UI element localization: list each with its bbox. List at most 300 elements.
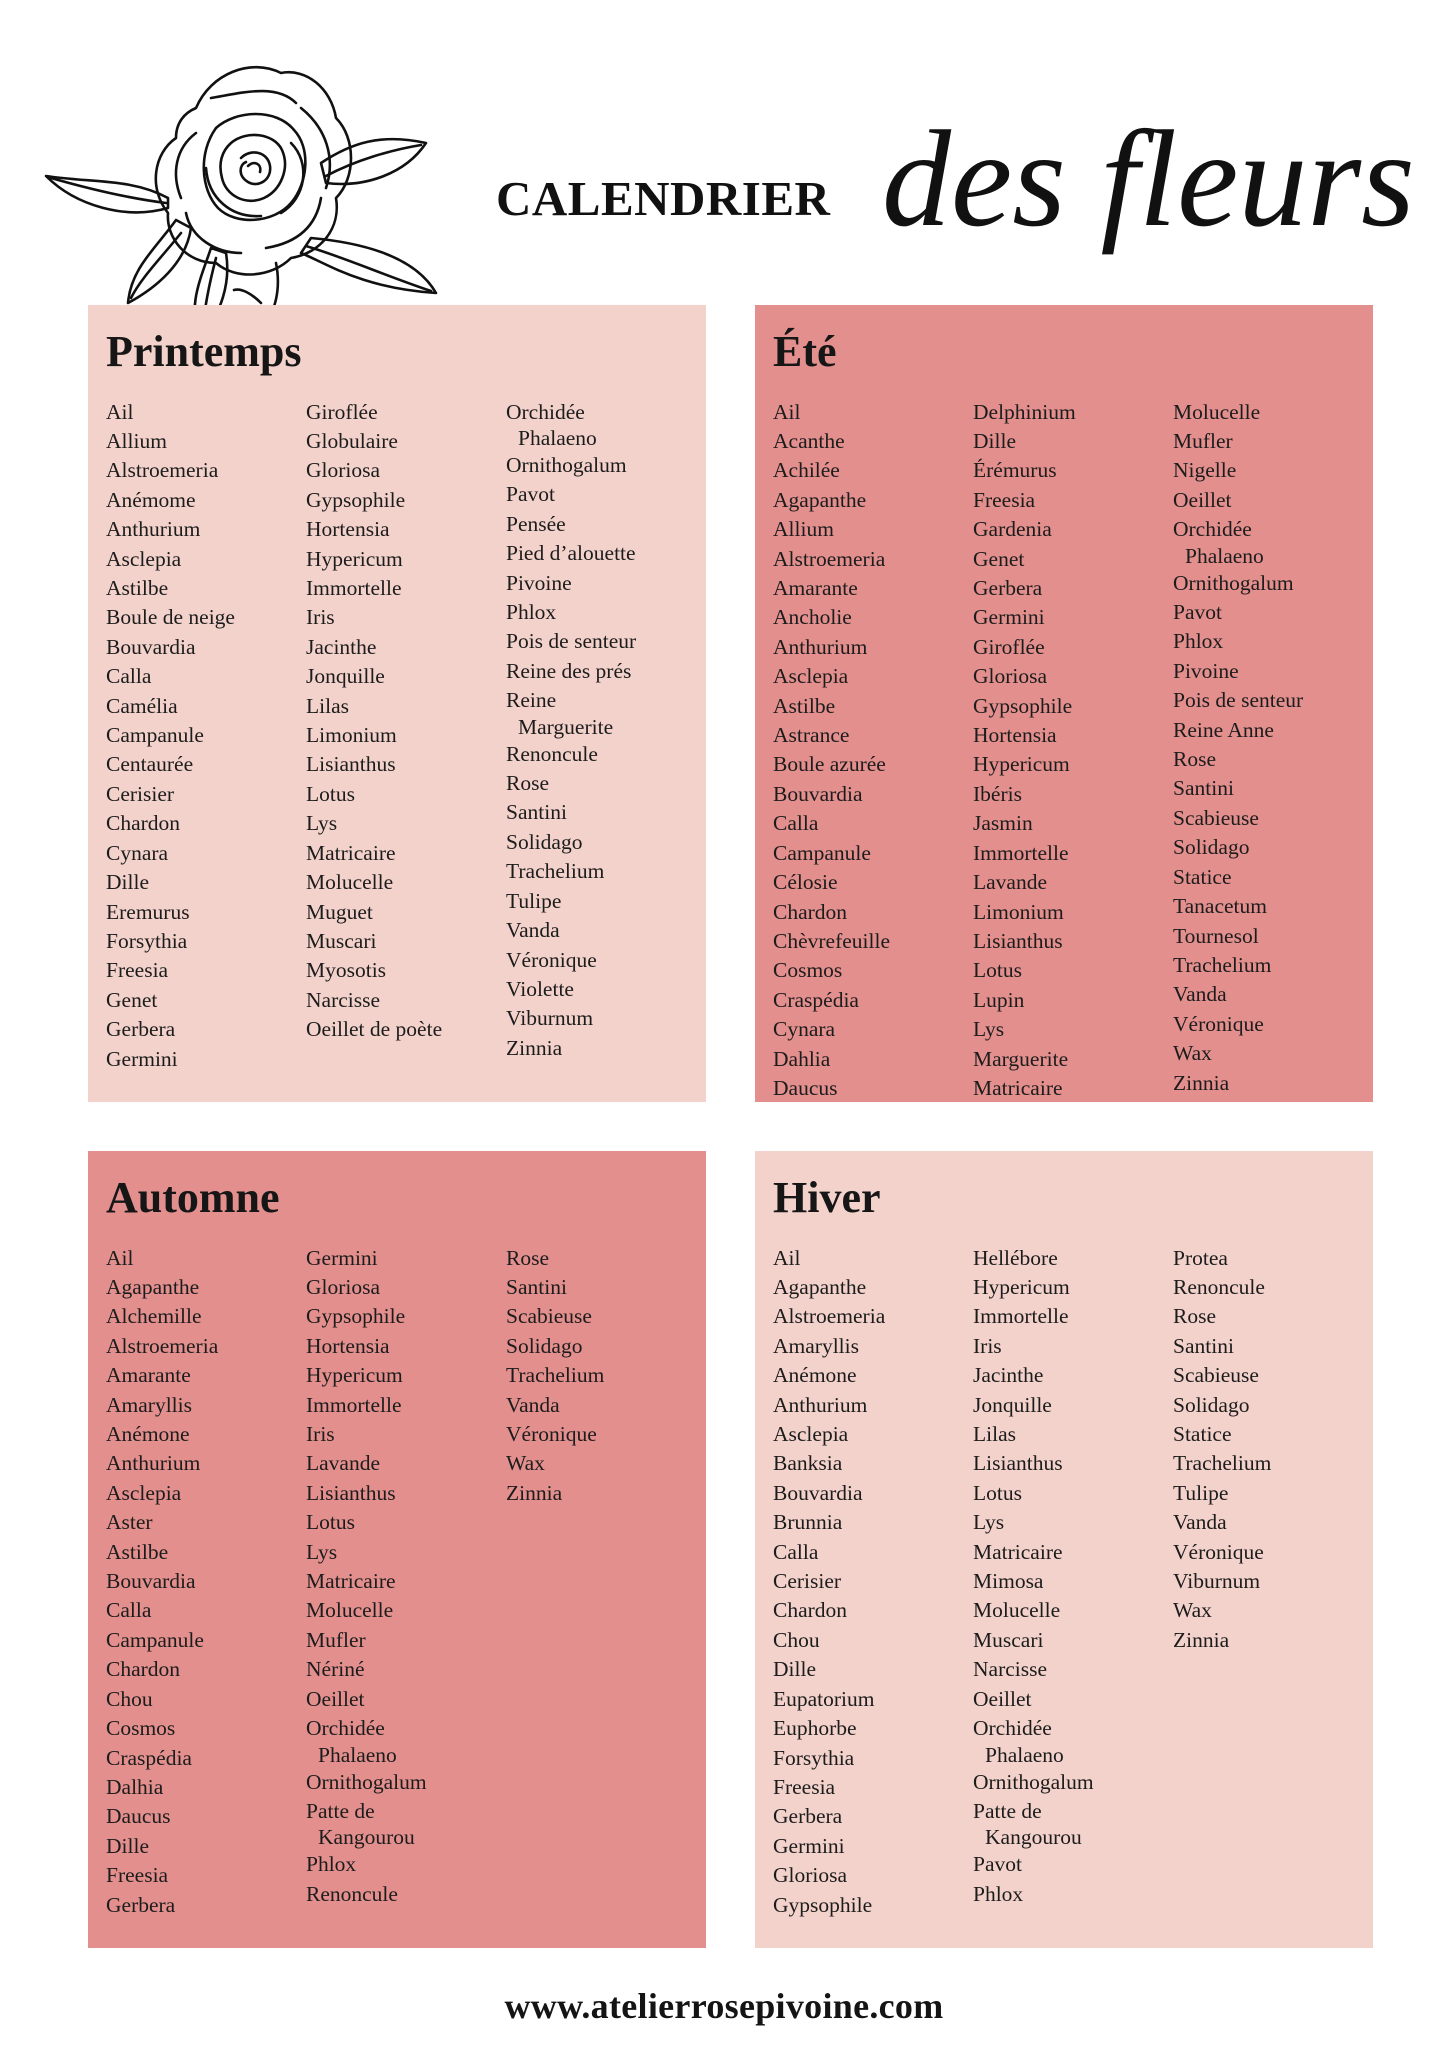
flower-name: Rose [1173,1304,1216,1329]
flower-name: Alstroemeria [773,546,886,571]
flower-item [773,1273,973,1302]
flower-item [1173,863,1373,892]
flower-item [306,780,506,809]
flower-name: Freesia [973,487,1036,512]
flower-item [1173,980,1373,1009]
flower-item [973,1797,1173,1850]
flower-name: Rose [506,771,549,796]
flower-item [773,1567,973,1596]
flower-column [773,1244,973,1920]
flower-item [506,686,706,739]
flower-name: Matricaire [306,1569,396,1594]
flower-name: Astilbe [773,693,836,718]
flower-name: Mufler [1173,429,1233,453]
flower-name: Lavande [306,1451,381,1476]
flower-item [773,1391,973,1420]
flower-item [1173,1244,1373,1273]
flower-name: Vanda [506,918,560,943]
flower-name: Pois de senteur [506,629,637,654]
flower-item [973,662,1173,691]
flower-item [106,1538,306,1567]
flower-name: Mimosa [973,1569,1044,1594]
flower-item [773,486,973,515]
flower-item [1173,1626,1373,1655]
flower-item [1173,627,1373,656]
flower-item [306,1797,506,1850]
flower-item [973,839,1173,868]
flower-name: Célosie [773,870,838,895]
flower-name: Muscari [973,1627,1044,1652]
flower-item [1173,774,1373,803]
flower-name: Oeillet [973,1686,1032,1711]
flower-item [973,1420,1173,1449]
flower-item [506,1391,706,1420]
flower-name: Statice [1173,864,1232,889]
flower-name: Anthurium [773,634,868,659]
flower-item [973,927,1173,956]
flower-name: Lisianthus [306,1480,396,1505]
flower-item [506,916,706,945]
flower-item [106,956,306,985]
flower-name-continued: Kangourou [985,1825,1082,1850]
flower-item [106,1685,306,1714]
flower-name: Ancholie [773,605,852,630]
flower-item [773,1861,973,1890]
flower-item [306,692,506,721]
flower-name: Phlox [306,1852,357,1877]
flower-item [106,1861,306,1890]
flower-name: Phlox [506,600,557,625]
flower-name: Zinnia [506,1035,563,1060]
flower-name: Vanda [1173,1510,1227,1535]
flower-item [973,692,1173,721]
flower-item [306,1880,506,1909]
flower-name: Hypericum [306,1363,403,1388]
flower-name: Rose [506,1245,549,1270]
flower-item [306,456,506,485]
flower-name: Érémurus [973,458,1057,483]
flower-item [306,927,506,956]
flower-item [306,545,506,574]
flower-name: Dille [106,1833,149,1858]
flower-item [506,887,706,916]
flower-name: Oeillet [306,1686,365,1711]
flower-item [973,398,1173,427]
flower-item [1173,951,1373,980]
flower-item [306,486,506,515]
flower-name: Camélia [106,693,178,718]
flower-name: Solidago [506,829,583,854]
flower-item [1173,1302,1373,1331]
flower-name: Rose [1173,747,1216,772]
flower-item [1173,1449,1373,1478]
flower-name: Lys [973,1017,1005,1042]
flower-item [506,1420,706,1449]
flower-item [1173,515,1373,568]
flower-name: Zinnia [506,1480,563,1505]
flower-name: Asclepia [106,546,182,571]
flower-item [1173,745,1373,774]
flower-name: Bouvardia [773,1480,863,1505]
flower-name: Lilas [973,1422,1016,1447]
flower-item [306,1768,506,1797]
flower-name: Craspédia [106,1745,192,1770]
flower-name: Lisianthus [973,928,1063,953]
flower-item [106,1015,306,1044]
flower-name: Eremurus [106,899,190,924]
flower-name: Orchidée [506,399,585,424]
flower-item [973,1655,1173,1684]
flower-item [506,740,706,769]
flower-name: Lys [306,811,338,836]
title-script: des fleurs [882,102,1415,255]
flower-name: Gypsophile [306,487,406,512]
flower-item [1173,486,1373,515]
flower-item [973,1685,1173,1714]
flower-name: Ibéris [973,781,1022,806]
flower-item [506,1302,706,1331]
flower-name: Bouvardia [106,634,196,659]
flower-name: Molucelle [306,870,394,895]
flower-name: Asclepia [106,1480,182,1505]
flower-name-continued: Kangourou [318,1825,415,1850]
flower-item [306,1685,506,1714]
flower-item [973,868,1173,897]
flower-item [106,1391,306,1420]
flower-item [306,898,506,927]
flower-name: Véronique [506,1422,597,1447]
flower-item [306,809,506,838]
flower-item [973,1768,1173,1797]
flower-name: Amarante [106,1363,191,1388]
flower-name: Forsythia [773,1745,855,1770]
flower-name: Giroflée [973,634,1045,659]
flower-name: Ail [773,399,801,424]
flower-item [106,1244,306,1273]
flower-name: Brunnia [773,1510,843,1535]
flower-name: Scabieuse [506,1304,592,1329]
flower-item [306,427,506,456]
flower-name: Calla [773,1539,819,1564]
flower-item [773,1244,973,1273]
flower-name: Jacinthe [973,1363,1044,1388]
flower-item [773,898,973,927]
flower-item [506,1273,706,1302]
flower-name: Anémone [106,1422,190,1447]
flower-item [773,839,973,868]
flower-item [973,574,1173,603]
flower-item [973,456,1173,485]
flower-item [973,809,1173,838]
flower-name: Ail [773,1245,801,1270]
flower-column [1173,398,1373,1104]
flower-name: Chardon [106,811,181,836]
flower-name: Pavot [1173,600,1222,625]
flower-item [973,1567,1173,1596]
flower-name: Orchidée [306,1716,385,1741]
flower-item [1173,892,1373,921]
flower-item [973,1045,1173,1074]
flower-name: Astilbe [106,1539,169,1564]
rose-illustration-icon [36,48,446,338]
flower-name: Scabieuse [1173,805,1259,830]
flower-name: Véronique [1173,1011,1264,1036]
flower-name: Myosotis [306,958,387,983]
flower-name: Trachelium [1173,1451,1272,1476]
flower-name: Véronique [1173,1539,1264,1564]
flower-name: Nigelle [1173,458,1237,483]
flower-item [773,1714,973,1743]
flower-name: Chou [773,1627,820,1652]
flower-name: Protea [1173,1245,1228,1270]
flower-name: Immortelle [306,1392,402,1417]
flower-item [773,780,973,809]
flower-column [506,1244,706,1920]
flower-item [1173,804,1373,833]
flower-name: Lys [973,1510,1005,1535]
flower-name: Allium [106,429,167,453]
flower-item [773,1685,973,1714]
flower-name: Tanacetum [1173,894,1267,919]
flower-name: Patte de [973,1798,1042,1823]
flower-name: Immortelle [973,840,1069,865]
flower-item [106,1744,306,1773]
flower-item [973,1391,1173,1420]
flower-item [106,898,306,927]
flower-item [1173,1039,1373,1068]
flower-name: Chardon [106,1657,181,1682]
flower-item [506,1332,706,1361]
flower-item [973,633,1173,662]
flower-item [506,539,706,568]
flower-item [773,1773,973,1802]
flower-name: Chou [106,1686,153,1711]
flower-name: Pois de senteur [1173,688,1304,713]
flower-name: Agapanthe [773,1275,867,1299]
flower-name: Oeillet [1173,487,1232,512]
flower-name: Violette [506,976,574,1001]
flower-item [306,603,506,632]
flower-name: Germini [306,1245,378,1270]
flower-item [106,1626,306,1655]
flower-item [1173,1391,1373,1420]
flower-name: Pavot [973,1852,1022,1877]
flower-item [1173,1567,1373,1596]
flower-name: Solidago [1173,1392,1250,1417]
flower-item [506,569,706,598]
flower-name: Acanthe [773,429,845,453]
flower-name: Scabieuse [1173,1363,1259,1388]
flower-item [773,1449,973,1478]
flower-item [506,480,706,509]
flower-item [106,780,306,809]
flower-item [973,1015,1173,1044]
flower-item [506,510,706,539]
flower-item [773,1744,973,1773]
flower-item [506,1479,706,1508]
flower-item [1173,427,1373,456]
flower-name-continued: Marguerite [518,714,614,739]
flower-name: Molucelle [306,1598,394,1623]
flower-name: Daucus [106,1804,171,1829]
flower-item [306,1420,506,1449]
flower-item [306,1626,506,1655]
flower-item [306,1015,506,1044]
flower-name: Freesia [106,958,169,983]
flower-item [973,603,1173,632]
flower-name-continued: Phalaeno [1185,543,1264,568]
flower-item [306,1479,506,1508]
flower-item [773,515,973,544]
flower-name: Calla [773,811,819,836]
flower-name: Statice [1173,1422,1232,1447]
flower-item [1173,1538,1373,1567]
flower-item [1173,1361,1373,1390]
flower-name: Gerbera [106,1892,176,1917]
flower-item [106,1655,306,1684]
flower-name: Gerbera [106,1017,176,1042]
title-caps: CALENDRIER [496,171,831,226]
flower-name: Iris [306,1422,335,1447]
flower-item [773,574,973,603]
flower-name: Bouvardia [773,781,863,806]
flower-name: Renoncule [306,1881,398,1906]
flower-item [106,721,306,750]
flower-name: Jacinthe [306,634,377,659]
flower-item [106,839,306,868]
flower-name: Iris [306,605,335,630]
flower-item [1173,1273,1373,1302]
flower-item [1173,657,1373,686]
flower-name: Anémone [773,1363,857,1388]
flower-item [106,692,306,721]
flower-item [506,828,706,857]
flower-item [1173,1069,1373,1098]
flower-item [106,1802,306,1831]
flower-name: Calla [106,664,152,689]
flower-name: Wax [1173,1598,1212,1623]
flower-item [1173,456,1373,485]
flower-name: Phlox [973,1881,1024,1906]
flower-name: Alstroemeria [106,458,219,483]
flower-name: Bouvardia [106,1569,196,1594]
flower-item [306,1508,506,1537]
flower-name: Molucelle [1173,399,1261,424]
flower-item [306,1332,506,1361]
flower-name-continued: Phalaeno [985,1742,1064,1767]
flower-item [306,750,506,779]
flower-name: Freesia [106,1863,169,1888]
flower-name: Muscari [306,928,377,953]
flower-item [506,1361,706,1390]
flower-item [306,515,506,544]
flower-item [306,398,506,427]
flower-name: Jonquille [306,664,385,689]
flower-item [1173,686,1373,715]
flower-name: Santini [506,800,567,825]
flower-item [773,927,973,956]
flower-item [773,1538,973,1567]
flower-name: Anthurium [106,517,201,542]
flower-name: Craspédia [773,987,859,1012]
flower-item [506,657,706,686]
flower-item [106,427,306,456]
flower-item [973,1880,1173,1909]
flower-name: Hortensia [973,723,1057,748]
flower-name: Germini [973,605,1045,630]
flower-name: Matricaire [306,840,396,865]
flower-name: Cosmos [106,1716,176,1741]
flower-name: Germini [773,1833,845,1858]
flower-item [973,1479,1173,1508]
flower-name: Dahlia [773,1046,831,1071]
flower-name: Gerbera [973,576,1043,601]
flower-name: Anthurium [106,1451,201,1476]
flower-name: Gypsophile [773,1892,873,1917]
flower-item [306,662,506,691]
season-title: Été [773,327,837,376]
flower-name: Gloriosa [306,458,381,483]
flower-name: Lavande [973,870,1048,895]
flower-name: Banksia [773,1451,843,1476]
flower-name: Matricaire [973,1075,1063,1100]
flower-name: Lisianthus [973,1451,1063,1476]
flower-item [973,898,1173,927]
flower-name: Forsythia [106,928,188,953]
flower-name: Gerbera [773,1804,843,1829]
flower-name: Pivoine [1173,658,1239,683]
flower-name: Freesia [773,1774,836,1799]
flower-name: Cosmos [773,958,843,983]
flower-name: Asclepia [773,1422,849,1447]
season-title: Automne [106,1173,280,1222]
flower-name: Astrance [773,723,850,748]
flower-name: Santini [1173,776,1234,801]
flower-column [1173,1244,1373,1920]
flower-item [106,1420,306,1449]
flower-item [773,603,973,632]
flower-item [506,627,706,656]
flower-name: Chèvrefeuille [773,928,891,953]
flower-item [306,574,506,603]
flower-name: Ornithogalum [306,1769,427,1794]
flower-item [773,1626,973,1655]
flower-item [773,692,973,721]
flower-name: Solidago [506,1333,583,1358]
flower-item [973,1626,1173,1655]
flower-name: Campanule [106,723,204,748]
flower-name: Amaryllis [773,1333,859,1358]
flower-item [106,1273,306,1302]
flower-item [773,1596,973,1625]
flower-name: Calla [106,1598,152,1623]
flower-name: Narcisse [306,987,381,1012]
flower-name: Lys [306,1539,338,1564]
flower-item [773,1074,973,1103]
flower-name: Cerisier [106,781,175,806]
flower-item [106,1332,306,1361]
flower-item [973,721,1173,750]
footer-website: www.atelierrosepivoine.com [504,1986,944,2026]
flower-item [106,1773,306,1802]
flower-column [506,398,706,1074]
flower-name: Anémome [106,487,196,512]
flower-item [106,574,306,603]
flower-name: Gardenia [973,517,1052,542]
flower-item [106,633,306,662]
flower-item [506,769,706,798]
flower-item [506,857,706,886]
